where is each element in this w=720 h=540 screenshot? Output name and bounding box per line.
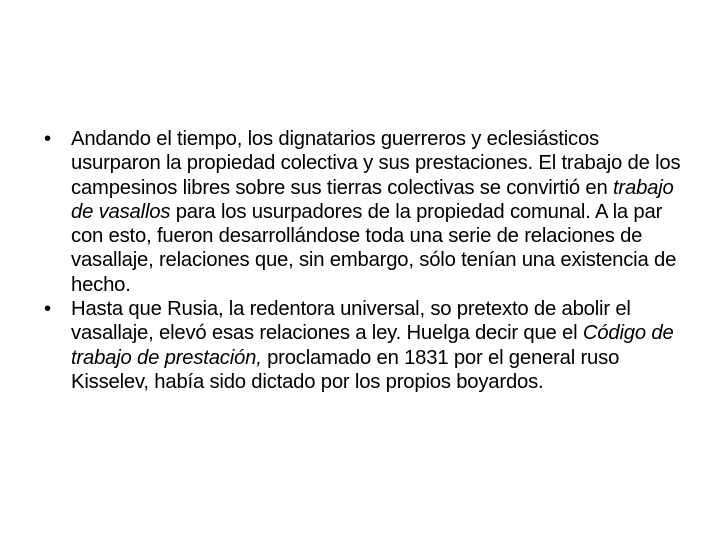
bullet-icon: • <box>44 298 51 321</box>
text-segment: para los usurpadores de la propiedad comunal. A la par con esto, fueron desarrollándose toda una serie de relaciones de vasallaje, relaciones que, sin embargo, sólo tenían una existencia de hecho. <box>71 200 677 296</box>
bullet-text <box>71 298 674 393</box>
text-segment: Andando el tiempo, los dignatarios guerreros y eclesiásticos usurparon la propiedad colectiva y sus prestaciones. El trabajo de los campesinos libres sobre sus tierras colectivas se convirtió en <box>71 128 681 199</box>
italic-phrase: Código de trabajo de prestación, <box>71 322 674 369</box>
italic-phrase: trabajo de vasallos <box>71 176 674 223</box>
bullet-text <box>71 128 680 296</box>
bullet-icon: • <box>44 128 51 150</box>
text-segment: proclamado en 1831 por el general ruso Kisselev, había sido dictado por los propios boyardos. <box>71 346 620 393</box>
bullet-item <box>44 127 684 297</box>
text-segment: Hasta que Rusia, la redentora universal, so pretexto de abolir el vasallaje, elevó esas relaciones a ley. Huelga decir que el <box>71 298 631 345</box>
bullet-item <box>44 297 684 394</box>
bullet-list <box>44 127 684 394</box>
